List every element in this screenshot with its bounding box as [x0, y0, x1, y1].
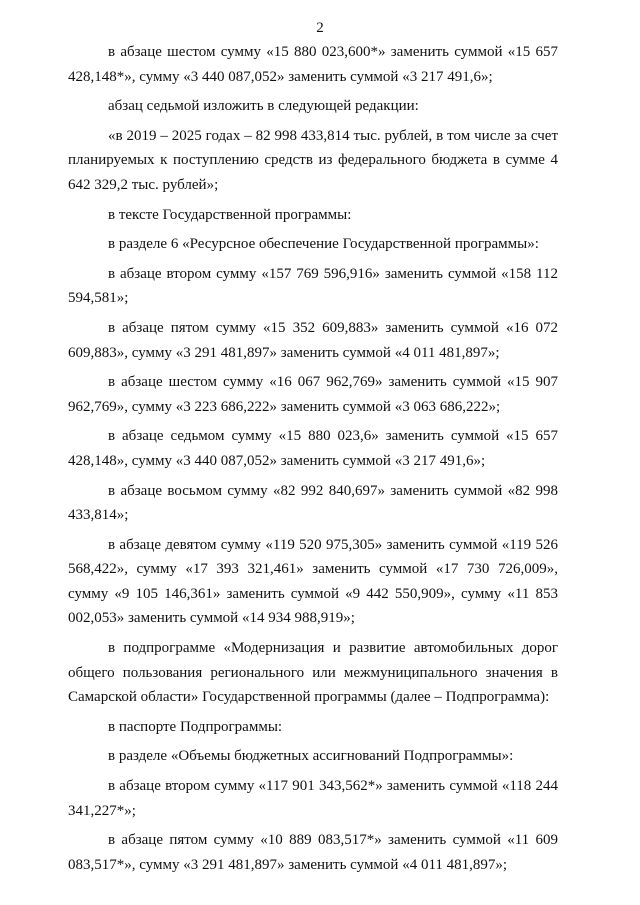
paragraph: в абзаце девятом сумму «119 520 975,305» заменить суммой «119 526 568,422», сумму «17 393 321,461» заменить суммой «17 730 726,009», сумму «9 105 146,361» заменить суммой «9 442 550,909», сумму «11 853 002,053» заменить суммой «14 934 988,919»; [68, 536, 558, 627]
paragraph: в подпрограмме «Модернизация и развитие автомобильных дорог общего пользования регионального или межмуниципального значения в Самарской области» Государственной программы (далее – Подпрограмма): [68, 640, 558, 706]
paragraph: в абзаце втором сумму «117 901 343,562*» заменить суммой «118 244 341,227*»; [68, 778, 558, 819]
document-body [68, 40, 558, 877]
paragraph: в абзаце пятом сумму «15 352 609,883» заменить суммой «16 072 609,883», сумму «3 291 481,897» заменить суммой «4 011 481,897»; [68, 319, 558, 361]
paragraph: в абзаце втором сумму «157 769 596,916» заменить суммой «158 112 594,581»; [68, 265, 558, 307]
paragraph: в абзаце восьмом сумму «82 992 840,697» заменить суммой «82 998 433,814»; [68, 482, 558, 524]
paragraph: в абзаце шестом сумму «15 880 023,600*» заменить суммой «15 657 428,148*», сумму «3 440 087,052» заменить суммой «3 217 491,6»; [68, 44, 558, 85]
paragraph: в разделе 6 «Ресурсное обеспечение Государственной программы»: [108, 236, 539, 253]
paragraph: в абзаце шестом сумму «16 067 962,769» заменить суммой «15 907 962,769», сумму «3 223 686,222» заменить суммой «3 063 686,222»; [68, 374, 558, 415]
paragraph: в тексте Государственной программы: [108, 206, 352, 223]
paragraph: абзац седьмой изложить в следующей редакции: [108, 98, 419, 115]
paragraph: «в 2019 – 2025 годах – 82 998 433,814 тыс. рублей, в том числе за счет планируемых к поступлению средств из федерального бюджета в сумме 4 642 329,2 тыс. рублей»; [68, 127, 558, 193]
paragraph: в абзаце пятом сумму «10 889 083,517*» заменить суммой «11 609 083,517*», сумму «3 291 481,897» заменить суммой «4 011 481,897»; [68, 832, 558, 873]
paragraph: в разделе «Объемы бюджетных ассигнований Подпрограммы»: [108, 748, 514, 765]
paragraph: в паспорте Подпрограммы: [108, 718, 283, 735]
paragraph: в абзаце седьмом сумму «15 880 023,6» заменить суммой «15 657 428,148», сумму «3 440 087,052» заменить суммой «3 217 491,6»; [68, 428, 558, 469]
page-number: 2 [316, 20, 324, 36]
